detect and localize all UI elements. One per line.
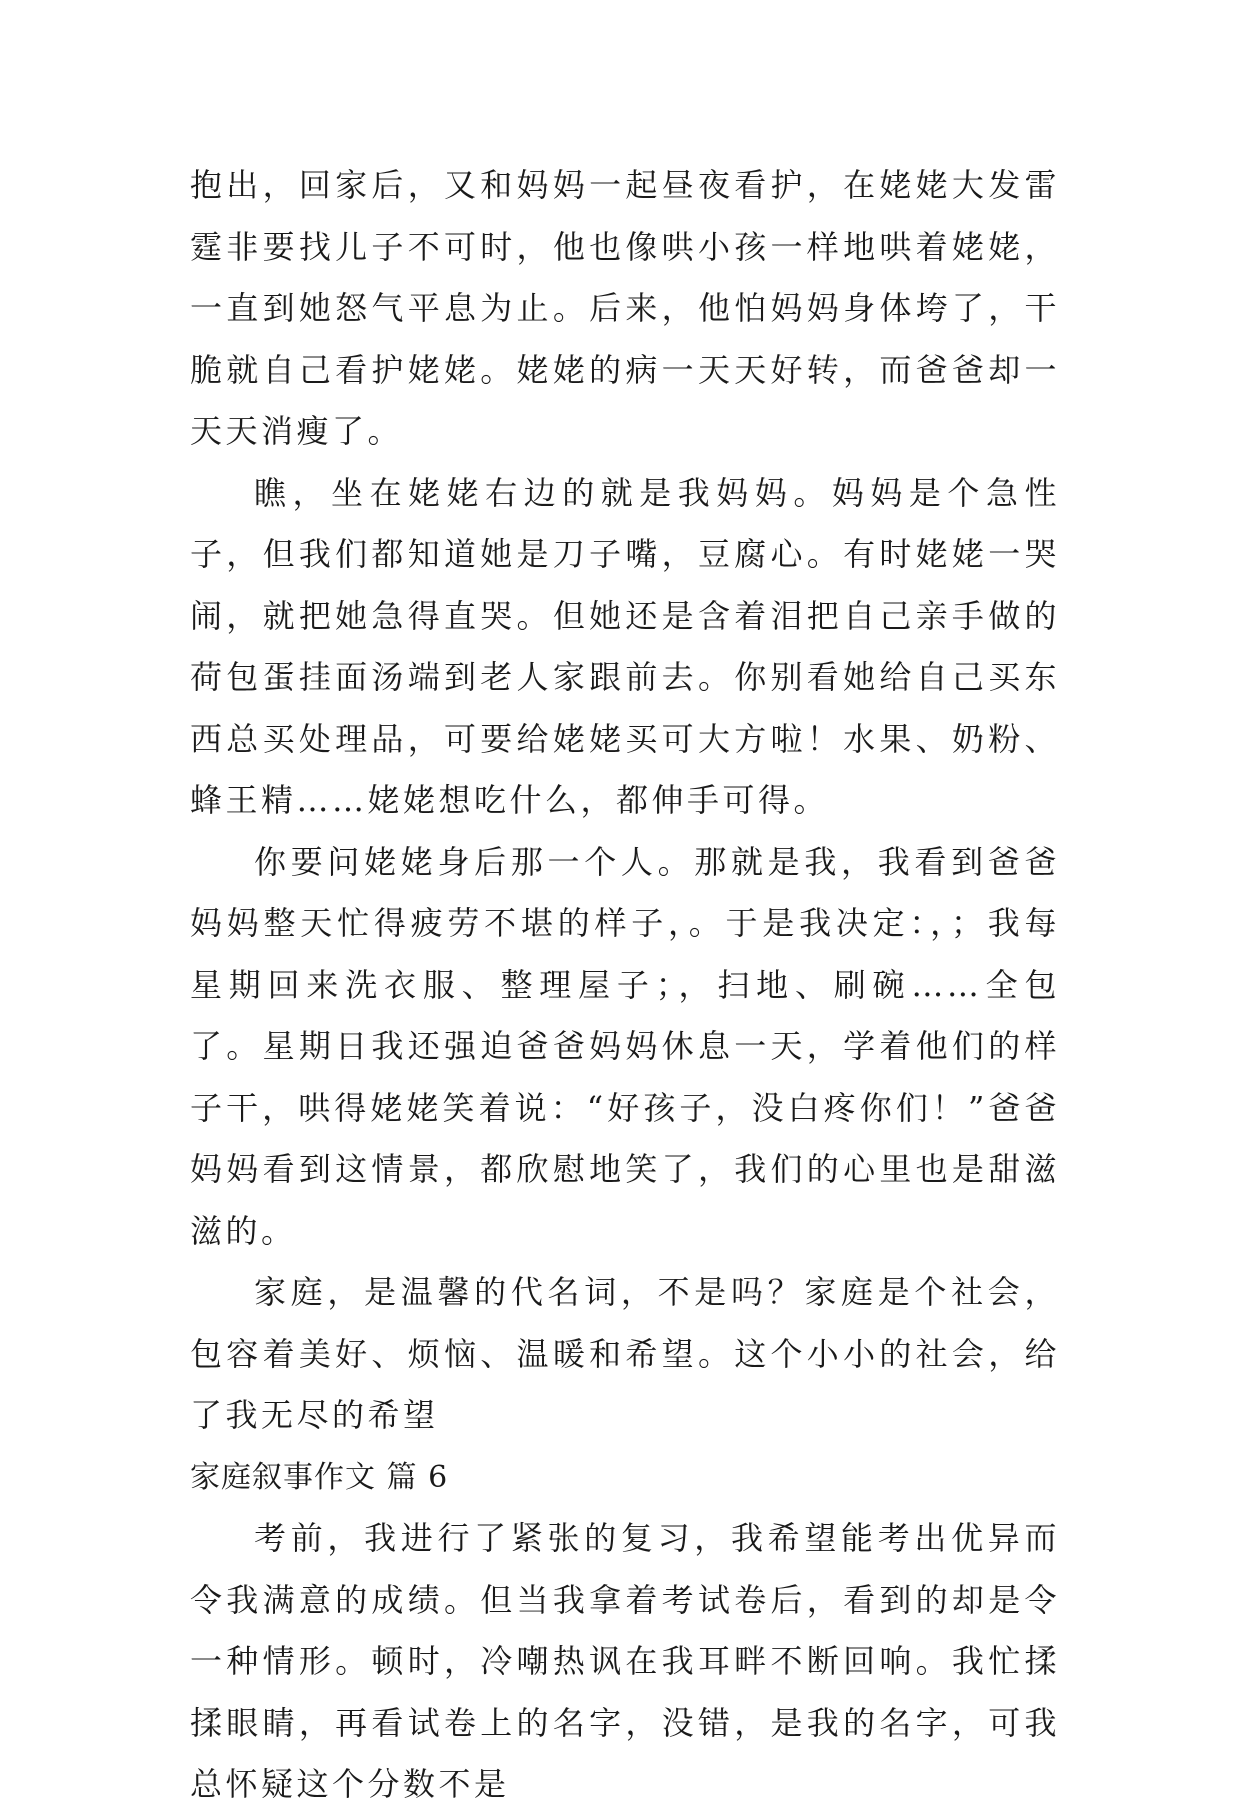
paragraph-mother: 瞧，坐在姥姥右边的就是我妈妈。妈妈是个急性子，但我们都知道她是刀子嘴，豆腐心。有时姥姥一哭闹，就把她急得直哭。但她还是含着泪把自己亲手做的荷包蛋挂面汤端到老人家跟前去。你别看她给自己买东西总买处理品，可要给姥姥买可大方啦！水果、奶粉、蜂王精……姥姥想吃什么，都伸手可得。 xyxy=(190,473,1060,819)
section-heading: 家庭叙事作文 篇 6 xyxy=(190,1459,449,1495)
paragraph-exam: 考前，我进行了紧张的复习，我希望能考出优异而令我满意的成绩。但当我拿着考试卷后，看到的却是令一种情形。顿时，冷嘲热讽在我耳畔不断回响。我忙揉揉眼睛，再看试卷上的名字，没错，是我的名字，可我总怀疑这个分数不是 xyxy=(190,1519,1060,1803)
paragraph-continuation: 抱出，回家后，又和妈妈一起昼夜看护，在姥姥大发雷霆非要找儿子不可时，他也像哄小孩一样地哄着姥姥，一直到她怒气平息为止。后来，他怕妈妈身体垮了，干脆就自己看护姥姥。姥姥的病一天天好转，而爸爸却一天天消瘦了。 xyxy=(190,166,1060,450)
paragraph-me: 你要问姥姥身后那一个人。那就是我，我看到爸爸妈妈整天忙得疲劳不堪的样子，。于是我决定：，；我每星期回来洗衣服、整理屋子；，扫地、刷碗……全包了。星期日我还强迫爸爸妈妈休息一天，学着他们的样子干，哄得姥姥笑着说：“好孩子，没白疼你们！”爸爸妈妈看到这情景，都欣慰地笑了，我们的心里也是甜滋滋的。 xyxy=(190,842,1060,1250)
paragraph-family-conclusion: 家庭，是温馨的代名词，不是吗？家庭是个社会，包容着美好、烦恼、温暖和希望。这个小小的社会，给了我无尽的希望 xyxy=(190,1273,1060,1434)
document-page xyxy=(190,155,1060,1816)
